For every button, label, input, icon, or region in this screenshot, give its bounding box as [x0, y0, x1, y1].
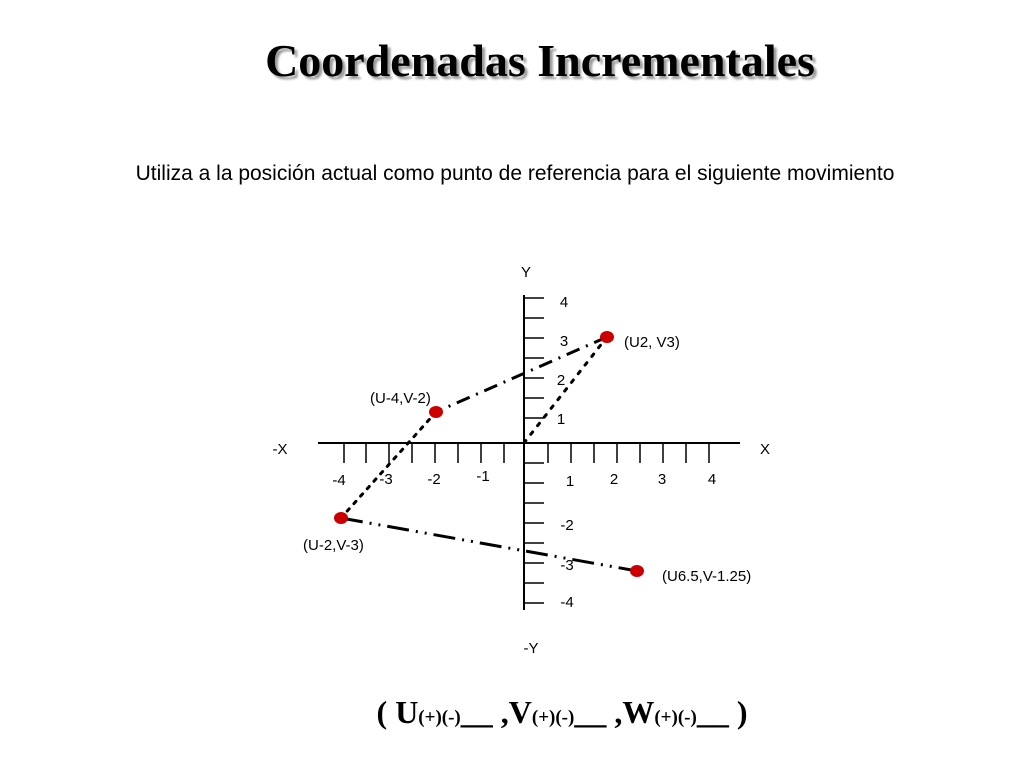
x-tick-label: -4 [332, 472, 346, 489]
u-letter: U [395, 694, 419, 730]
x-tick-label: 1 [565, 473, 575, 490]
y-axis-label: Y [520, 264, 532, 281]
x-tick-label: -3 [379, 471, 393, 488]
point-label: (U-4,V-2) [370, 390, 431, 407]
x-tick-label: 2 [609, 471, 619, 488]
u-blank: __ [460, 694, 501, 730]
path-u2v3-to-u-4v-2 [436, 337, 607, 412]
neg-y-axis-label: -Y [523, 640, 539, 657]
w-sign: (+)(-) [654, 707, 697, 728]
point-u-2-v-3 [334, 512, 348, 524]
path-u-4v-2-to-u-2v-3 [341, 412, 436, 518]
y-tick-label: -4 [560, 594, 574, 611]
page-title: Coordenadas Incrementales [265, 35, 815, 86]
point-label: (U-2,V-3) [303, 537, 364, 554]
x-axis-label: X [759, 441, 771, 458]
x-tick-label: -2 [427, 471, 441, 488]
y-tick-label: 1 [556, 411, 566, 428]
w-letter: ,W [614, 694, 655, 730]
x-tick-label: 4 [707, 471, 717, 488]
path-u-2v-3-to-u6.5v-1.25 [341, 518, 637, 571]
y-axis-ticks [524, 298, 544, 603]
x-tick-label: 3 [657, 471, 667, 488]
incremental-format [0, 694, 1024, 731]
y-tick-label: 2 [556, 372, 566, 389]
path-origin-to-u2v3 [524, 337, 607, 443]
u-sign: (+)(-) [418, 707, 461, 728]
point-label: (U6.5,V-1.25) [662, 568, 752, 585]
v-sign: (+)(-) [531, 707, 575, 728]
point-u2-v3 [600, 331, 614, 343]
y-tick-label: -3 [560, 557, 574, 574]
point-label: (U2, V3) [624, 334, 680, 351]
v-letter: ,V [500, 694, 532, 730]
v-blank: __ [574, 694, 615, 730]
point-u-4-v-2 [429, 406, 443, 418]
w-blank: __ [696, 694, 737, 730]
x-tick-label: -1 [476, 468, 490, 485]
subtitle: Utiliza a la posición actual como punto de referencia para el siguiente movimiento [135, 162, 895, 185]
neg-x-axis-label: -X [272, 441, 288, 458]
x-axis-ticks [344, 443, 709, 463]
point-u6.5-v-1.25 [630, 565, 644, 577]
formula-open: ( [376, 694, 396, 730]
y-tick-label: 3 [559, 333, 569, 350]
formula-close: ) [736, 694, 748, 730]
y-tick-label: 4 [559, 294, 569, 311]
y-tick-label: -2 [560, 517, 574, 534]
